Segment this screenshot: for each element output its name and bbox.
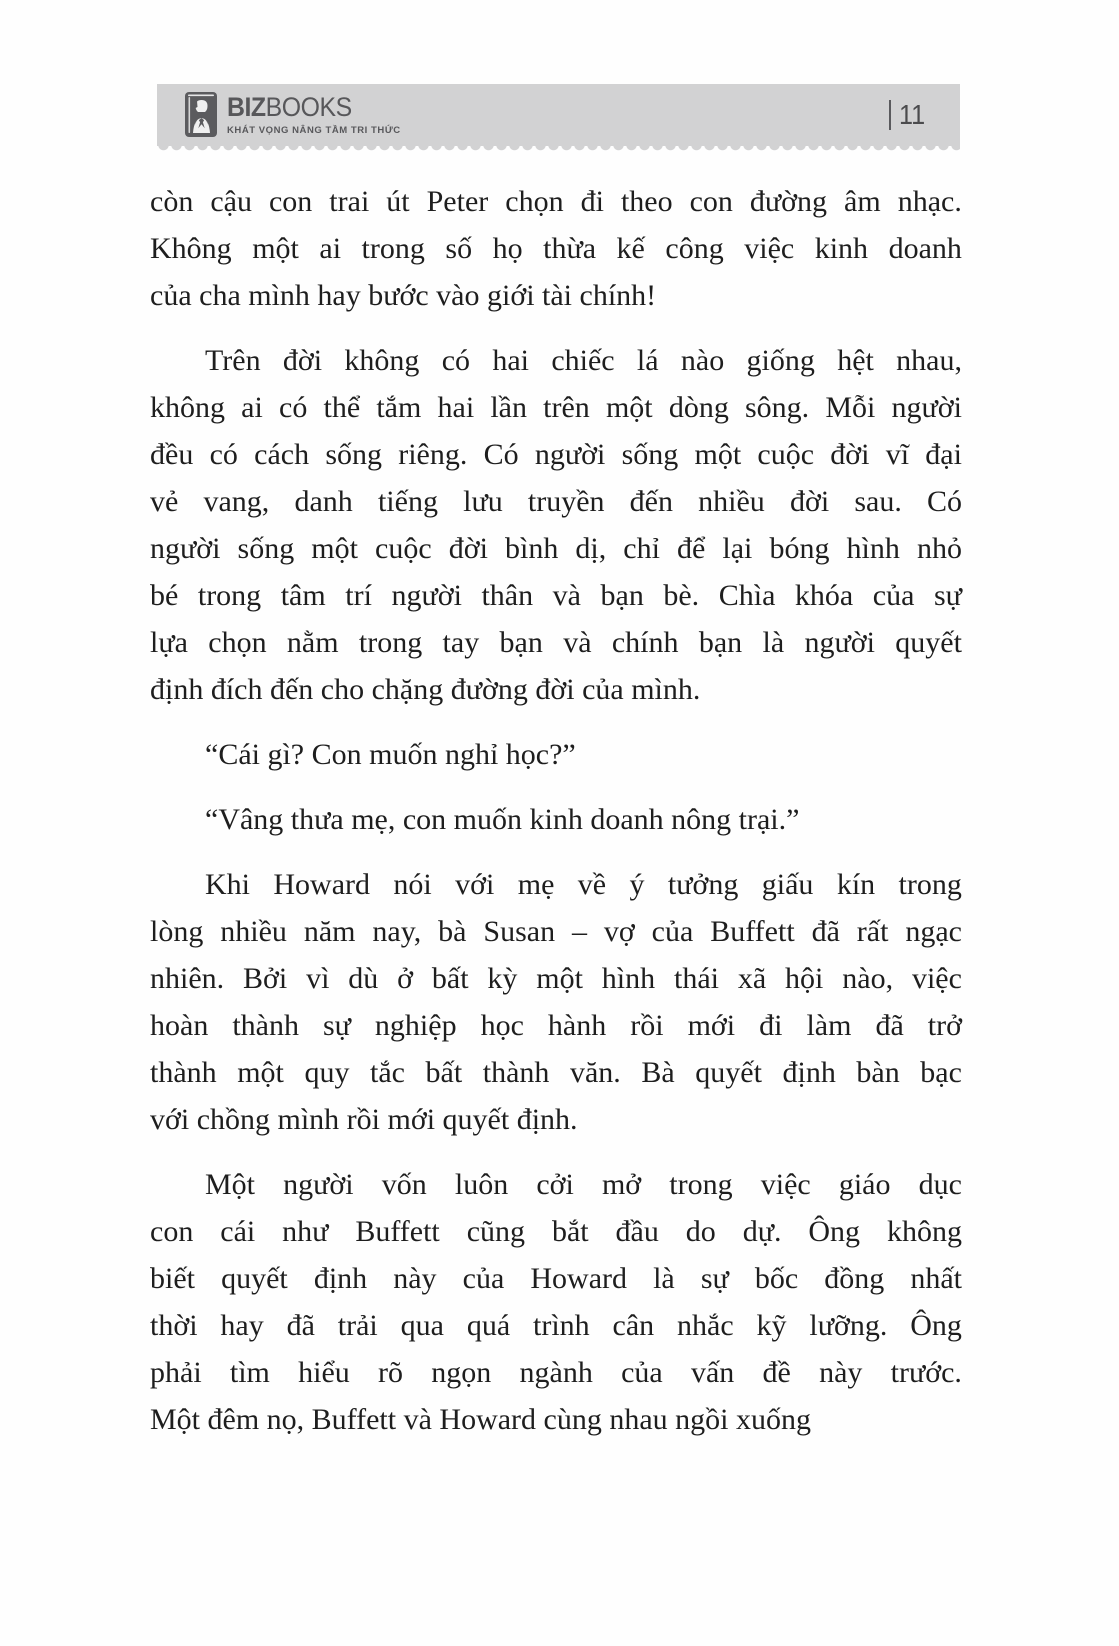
text-line: lựa chọn nằm trong tay bạn và chính bạn là người quyết [150, 626, 962, 659]
page-number-value: 11 [898, 99, 926, 130]
text-line: của cha mình hay bước vào giới tài chính! [150, 279, 657, 312]
text-line: “Cái gì? Con muốn nghỉ học?” [205, 738, 576, 771]
paragraph [150, 731, 962, 778]
paragraph [150, 861, 962, 1143]
brand-tagline: KHÁT VỌNG NÂNG TẦM TRI THỨC [227, 125, 401, 136]
page-number-divider [889, 100, 891, 130]
text-line: Một đêm nọ, Buffett và Howard cùng nhau ngồi xuống [150, 1403, 812, 1436]
text-line: người sống một cuộc đời bình dị, chỉ để lại bóng hình nhỏ [150, 532, 962, 565]
brand-name [227, 93, 387, 122]
paragraph [150, 337, 962, 713]
book-gentleman-icon [184, 91, 218, 138]
text-line: định đích đến cho chặng đường đời của mình. [150, 673, 701, 706]
text-line: con cái như Buffett cũng bắt đầu do dự. Ông không [150, 1215, 962, 1248]
text-line: Không một ai trong số họ thừa kế công việc kinh doanh [150, 232, 962, 265]
header-band [157, 84, 960, 146]
text-line: thời hay đã trải qua quá trình cân nhắc kỹ lưỡng. Ông [150, 1309, 962, 1342]
text-line: không ai có thể tắm hai lần trên một dòng sông. Mỗi người [150, 391, 962, 424]
paragraph [150, 178, 962, 319]
text-line: Một người vốn luôn cởi mở trong việc giáo dục [205, 1168, 962, 1201]
text-line: vẻ vang, danh tiếng lưu truyền đến nhiều đời sau. Có [150, 485, 962, 518]
brand-name-biz: BIZ [227, 92, 266, 122]
text-line: lòng nhiều năm nay, bà Susan – vợ của Buffett đã rất ngạc [150, 915, 962, 948]
page-body-text [150, 178, 962, 1461]
text-line: bé trong tâm trí người thân và bạn bè. Chìa khóa của sự [150, 579, 962, 612]
paragraph [150, 1161, 962, 1443]
text-line: với chồng mình rồi mới quyết định. [150, 1103, 578, 1136]
text-line: còn cậu con trai út Peter chọn đi theo con đường âm nhạc. [150, 185, 962, 218]
text-line: hoàn thành sự nghiệp học hành rồi mới đi làm đã trở [150, 1009, 962, 1042]
text-line: Khi Howard nói với mẹ về ý tưởng giấu kín trong [205, 868, 962, 901]
text-line: nhiên. Bởi vì dù ở bất kỳ một hình thái xã hội nào, việc [150, 962, 962, 995]
text-line: đều có cách sống riêng. Có người sống một cuộc đời vĩ đại [150, 438, 962, 471]
text-line: “Vâng thưa mẹ, con muốn kinh doanh nông trại.” [205, 803, 800, 836]
text-line: Trên đời không có hai chiếc lá nào giống hệt nhau, [205, 344, 962, 377]
brand-name-books: BOOKS [265, 92, 352, 122]
brand-text [227, 93, 401, 136]
page-number [889, 84, 928, 146]
text-line: biết quyết định này của Howard là sự bốc đồng nhất [150, 1262, 962, 1295]
text-line: thành một quy tắc bất thành văn. Bà quyết định bàn bạc [150, 1056, 962, 1089]
text-line: phải tìm hiểu rõ ngọn ngành của vấn đề này trước. [150, 1356, 962, 1389]
paragraph [150, 796, 962, 843]
publisher-logo [184, 91, 401, 138]
